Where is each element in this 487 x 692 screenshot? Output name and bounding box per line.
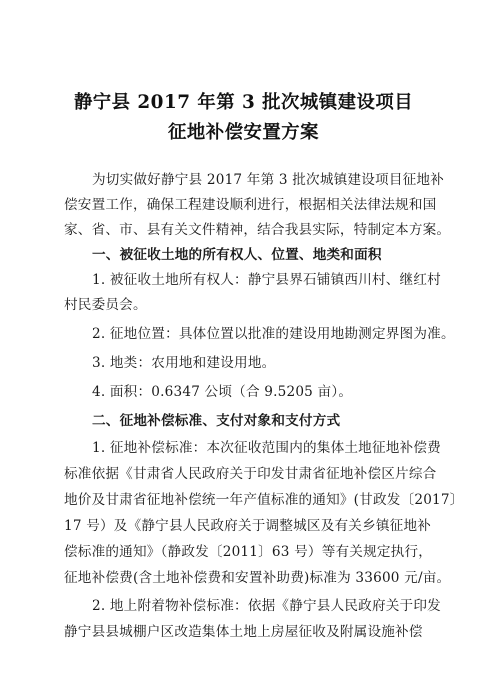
paragraph-line: 征地补偿费(含土地补偿费和安置补助费)标准为 33600 元/亩。 — [64, 570, 451, 586]
paragraph-line: 4. 面积：0.6347 公顷（合 9.5205 亩）。 — [92, 384, 353, 400]
document-title-line-1: 静宁县 2017 年第 3 批次城镇建设项目 — [73, 92, 414, 113]
paragraph-line: 标准依据《甘肃省人民政府关于印发甘肃省征地补偿区片综合 — [64, 466, 437, 482]
paragraph-line: 偿标准的通知》（静政发〔2011〕63 号）等有关规定执行， — [64, 544, 433, 560]
paragraph-line: 偿安置工作，确保工程建设顺利进行，根据相关法律法规和国 — [64, 197, 437, 213]
paragraph-line: 3. 地类：农用地和建设用地。 — [92, 355, 276, 371]
section-heading-1: 一、被征收土地的所有权人、位置、地类和面积 — [92, 247, 382, 263]
paragraph-line: 17 号）及《静宁县人民政府关于调整城区及有关乡镇征地补 — [64, 518, 432, 534]
paragraph-line: 村民委员会。 — [64, 297, 147, 313]
document-title-line-2: 征地补偿安置方案 — [168, 122, 319, 143]
paragraph-line: 静宁县县城棚户区改造集体土地上房屋征收及附属设施补偿 — [64, 624, 423, 640]
paragraph-line: 1. 征地补偿标准：本次征收范围内的集体土地征地补偿费 — [92, 440, 441, 456]
paragraph-line: 2. 征地位置：具体位置以批准的建设用地勘测定界图为准。 — [92, 326, 455, 342]
paragraph-line: 家、省、市、县有关文件精神，结合我县实际，特制定本方案。 — [64, 222, 451, 238]
paragraph-line: 1. 被征收土地所有权人：静宁县界石铺镇西川村、继红村 — [92, 272, 441, 288]
paragraph-line: 2. 地上附着物补偿标准：依据《静宁县人民政府关于印发 — [92, 598, 441, 614]
section-heading-2: 二、征地补偿标准、支付对象和支付方式 — [92, 413, 341, 429]
paragraph-line: 地价及甘肃省征地补偿统一年产值标准的通知》(甘政发〔2017〕 — [64, 492, 464, 508]
paragraph-line: 为切实做好静宁县 2017 年第 3 批次城镇建设项目征地补 — [92, 172, 444, 188]
